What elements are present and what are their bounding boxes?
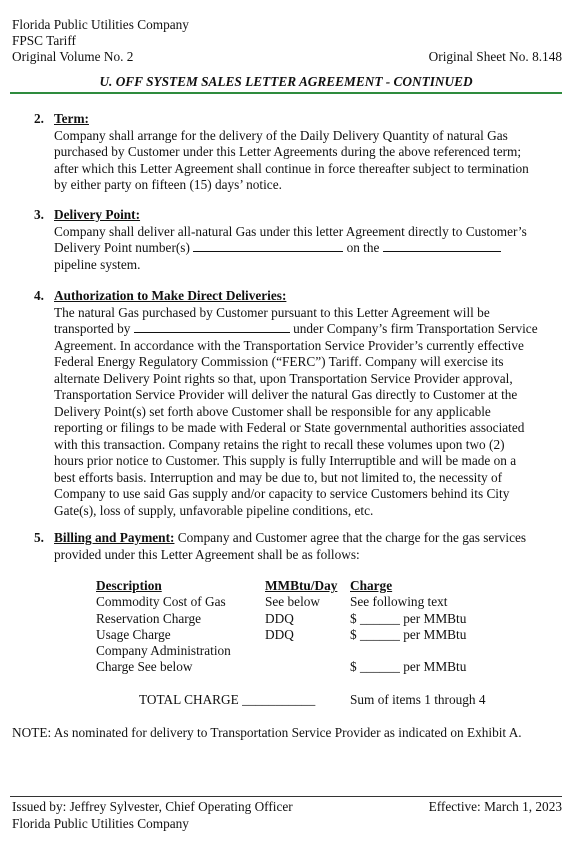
text-line <box>54 321 562 338</box>
column-header: Description <box>96 578 162 593</box>
transporter-blank[interactable] <box>134 321 290 333</box>
section-delivery-point <box>34 207 562 273</box>
text-line: Gate(s), loss of supply, unfavorable pipeline conditions, etc. <box>54 502 374 518</box>
footer-company: Florida Public Utilities Company <box>12 816 189 831</box>
section-authorization <box>34 288 562 519</box>
section-number: 2. <box>34 111 44 126</box>
volume-label: Original Volume No. 2 <box>12 49 134 64</box>
section-heading: Authorization to Make Direct Deliveries: <box>54 288 287 303</box>
text-line: provided under this Letter Agreement shall be as follows: <box>54 546 360 562</box>
company-name: Florida Public Utilities Company <box>12 17 189 32</box>
footer-divider <box>10 796 562 797</box>
tariff-name: FPSC Tariff <box>12 33 76 48</box>
text-line: Company shall deliver all-natural Gas under this letter Agreement directly to Customer’s <box>54 223 527 239</box>
text-fragment: transported by <box>54 321 131 336</box>
footer-row <box>12 799 562 816</box>
text-line: Company shall arrange for the delivery of the Daily Delivery Quantity of natural Gas <box>54 127 508 143</box>
text-line: after which this Letter Agreement shall continue in force thereafter subject to termination <box>54 160 529 176</box>
volume-row <box>12 49 562 65</box>
text-fragment: Delivery Point number(s) <box>54 240 190 255</box>
issued-by: Issued by: Jeffrey Sylvester, Chief Operating Officer <box>12 799 293 814</box>
row-quantity: DDQ <box>265 610 294 626</box>
text-line: The natural Gas purchased by Customer pursuant to this Letter Agreement will be <box>54 304 490 320</box>
section-number: 4. <box>34 288 44 303</box>
text-line: purchased by Customer under this Letter Agreements during the above referenced term; <box>54 144 522 159</box>
total-charge: TOTAL CHARGE ___________ <box>139 692 316 707</box>
section-number: 3. <box>34 207 44 222</box>
title-block <box>10 74 562 91</box>
total-sum-text: Sum of items 1 through 4 <box>350 692 486 707</box>
text-fragment: on the <box>346 240 380 255</box>
page-title: U. OFF SYSTEM SALES LETTER AGREEMENT - CONTINUED <box>99 74 473 89</box>
section-heading: Term: <box>54 111 89 126</box>
column-header: MMBtu/Day <box>265 578 338 593</box>
text-line: Transportation Service Provider will deliver the natural Gas directly to Customer at the <box>54 387 518 402</box>
effective-date: Effective: March 1, 2023 <box>428 799 562 814</box>
column-header: Charge <box>350 578 393 593</box>
page-header <box>12 17 562 65</box>
text-line: alternate Delivery Point rights so that, upon Transportation Service Provider approval, <box>54 370 513 386</box>
text-line: Company to use said Gas supply and/or capacity to service Customers behind its City <box>54 486 510 501</box>
section-billing <box>34 530 562 563</box>
row-description: Reservation Charge <box>96 610 201 626</box>
text-line: reporting or filings to be made with Federal or State governmental authorities associated <box>54 420 525 435</box>
text-line: by either party on fifteen (15) days’ notice. <box>54 177 282 192</box>
row-charge: $ ______ per MMBtu <box>350 610 467 626</box>
text-line: with this transaction. Company retains the right to recall these volumes upon two (2) <box>54 436 505 452</box>
text-line: Federal Energy Regulatory Commission (“FERC”) Tariff. Company will exercise its <box>54 354 504 369</box>
title-divider <box>10 92 562 94</box>
sheet-number: Original Sheet No. 8.148 <box>428 49 562 64</box>
section-heading: Delivery Point: <box>54 207 141 222</box>
row-description: Charge See below <box>96 659 193 675</box>
row-description: Company Administration <box>96 643 231 659</box>
row-charge: $ ______ per MMBtu <box>350 626 467 642</box>
pipeline-blank[interactable] <box>383 240 501 252</box>
text-line: best efforts basis. Interruption and may be due to, but not limited to, the necessity of <box>54 469 503 485</box>
text-line <box>54 240 562 257</box>
delivery-point-blank[interactable] <box>193 240 343 252</box>
note-text: NOTE: As nominated for delivery to Transportation Service Provider as indicated on Exhibit A. <box>12 725 522 740</box>
text-line: pipeline system. <box>54 256 141 272</box>
row-charge: $ ______ per MMBtu <box>350 659 467 675</box>
row-description: Commodity Cost of Gas <box>96 594 226 610</box>
row-quantity: See below <box>265 594 321 610</box>
text-line: Delivery Point(s) set forth above Customer shall be responsible for any applicable <box>54 403 491 419</box>
page-footer <box>12 799 562 833</box>
row-quantity: DDQ <box>265 626 294 642</box>
section-number: 5. <box>34 530 44 545</box>
row-charge: See following text <box>350 594 448 610</box>
section-heading: Billing and Payment: <box>54 530 175 545</box>
text-line: Agreement. In accordance with the Transportation Service Provider’s currently effective <box>54 337 524 353</box>
text-line: hours prior notice to Customer. This supply is fully Interruptible and will be made on a <box>54 453 517 468</box>
row-description: Usage Charge <box>96 626 171 642</box>
section-term <box>34 111 562 194</box>
text-fragment: under Company’s firm Transportation Service <box>293 321 538 336</box>
text-fragment: Company and Customer agree that the charge for the gas services <box>177 530 527 545</box>
